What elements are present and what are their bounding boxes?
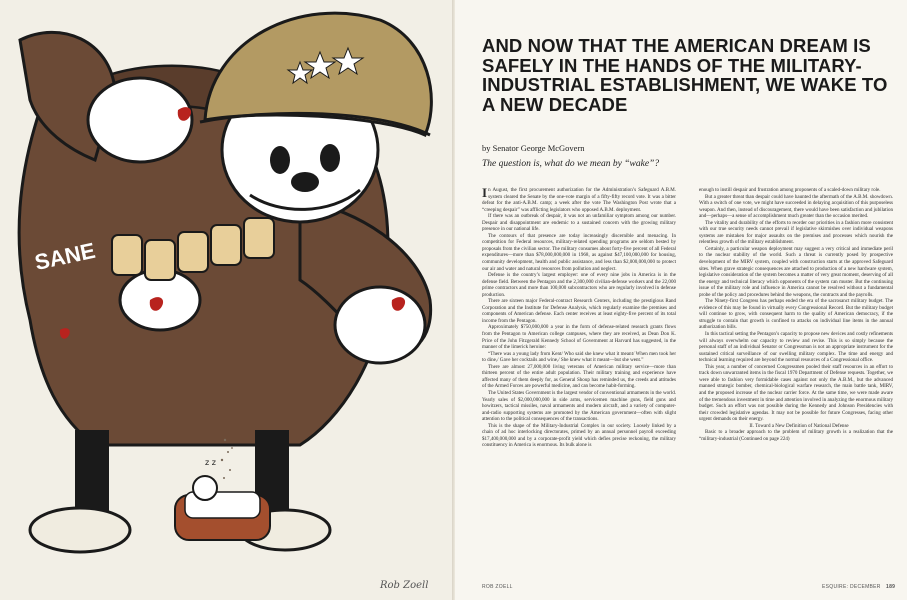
footer-credit: ROB ZOELL bbox=[482, 584, 513, 590]
paragraph: The Ninety-first Congress has perhaps ended the era of the sacrosanct military budget. The evidence of this may be found in virtually every Congressional Record. But the military budget will continue to grow, with consequent harm to the quality of American democracy, if the struggle to contain that growth is confined to attacks on individual line items in the annual authorization bills. bbox=[699, 298, 893, 331]
paragraph: Defense is the country’s largest employer: one of every nine jobs in America is in the defense field. Between the Pentagon and the 2,300,000 civilian-defense workers and the 22,000 prime contractors and more than 100,000 subcontractors who are regularly involved in defense production. bbox=[482, 272, 676, 298]
paragraph: Basic to a broader approach to the problem of military growth is a realization that the “military-industrial (Continued on page 224) bbox=[699, 429, 893, 442]
paragraph: But a greater threat than despair could have haunted the aftermath of the A.B.M. showdown. With a switch of one vote, we might have succeeded in delaying acquisition of this purposeless weapon. And then, instead of discouragement, there would have been satisfaction and jubilation and—perhaps—a sense of accomplishment much greater than the occasion merited. bbox=[699, 193, 893, 220]
paragraph: In August, the first procurement authorization for the Administration’s Safeguard A.B.M. system cleared the Senate by the one-vote margin of a fifty-fifty record vote. It was a bitter defeat for the anti-A.B.M. camp; a week after the vote The Washington Post wrote that a “creeping despair” was afflicting legislators who opposed A.B.M. deployment. bbox=[482, 185, 676, 213]
page-number: 189 bbox=[886, 584, 896, 590]
paragraph: This is the shape of the Military-Industrial Complex in our society. Loosely linked by a chain of ad hoc interlocking directorates, primed by an annual personnel payroll exceeding $17,400,000,000 and by a corporate-profit yield which defies precise reckoning, the military constituency in America is enormous. Its bulk alone is bbox=[482, 422, 676, 449]
paragraph-quote: “There was a young lady from Kent/ Who said she knew what it meant/ When men took her to dine,/ Gave her cocktails and wine,/ She knew what it meant—but she went.” bbox=[482, 350, 676, 364]
illustration-page bbox=[0, 0, 452, 600]
paragraph: There are almost 27,000,000 living veterans of American military service—more than thirteen percent of the entire adult population. Their military training and experience have affected many of them deeply for, as General Shoup has reminded us, the creeds and attitudes of the Armed Forces are powerful medicine, and can become habit-forming. bbox=[482, 363, 676, 390]
paragraph: enough to instill despair and frustration among proponents of a scaled-down military role. bbox=[699, 187, 881, 193]
paragraph: If there was an outbreak of despair, it was not an unfamiliar symptom among our number. Despair and disappointment are endemic to a sustained concern with the growing military presence in our national life. bbox=[482, 213, 676, 233]
article-column-right bbox=[699, 187, 893, 442]
cartoon-general-illustration-icon bbox=[0, 0, 452, 600]
artist-signature: Rob Zoell bbox=[380, 580, 429, 591]
paragraph: Approximately $750,000,000 a year in the form of defense-related research grants flows from the Pentagon to American college campuses, where they are received, as Dean Don K. Price of the John Fitzgerald Kennedy School of Government at Harvard has suggested, in the manner of the limerick heroine: bbox=[482, 324, 676, 351]
paragraph: In this tactical setting the Pentagon’s capacity to propose new devices and costly refinements will always overwhelm our capacity to review and revise. This is so simply because the personal staff of an individual Senator or Congressman is not an appropriate instrument for the sustained critical surveillance of our swelling military complex. The time and energy and technical learning required are beyond the normal resources of a Congressional office. bbox=[699, 331, 893, 364]
paragraph: The United States Government is the largest vendor of conventional armaments in the world. Yearly sales of $2,000,000,000 in side arms, servicemen machine guns, field guns and howitzers, tactical missiles, naval armaments and modern aircraft, and a variety of computer-and-radio supporting systems are promoted by the American government—often with slight attention to the political consequences of the transactions. bbox=[482, 389, 676, 423]
section-heading: II. Toward a New Definition of National Defense bbox=[749, 422, 849, 429]
svg-text:z z: z z bbox=[205, 458, 216, 467]
article-column-left bbox=[482, 187, 676, 449]
paragraph: This year, a number of concerned Congressmen pooled their staff resources in an effort to track down unwarranted items in the fiscal 1970 Department of Defense requests. Together, we were able to fashion very formidable cases against not only the A.B.M., but the advanced manned strategic bomber, chemical-biological warfare research, the main battle tank, MIRV, and the proposed increase of the nuclear carrier force. At the same time, we were made aware of the tremendous investment in time and attention involved in analyzing the enormous military budget. Such an effort was not possible during the Kennedy and Johnson Presidencies with their crowded legislative agendas. It may not be possible for future Congresses, facing other urgent demands on their energy. bbox=[699, 363, 893, 423]
article-dek: The question is, what do we mean by “wake”? bbox=[482, 159, 660, 169]
paragraph: Certainly, a particular weapon deployment may suggest a very critical and immediate peril to the nuclear stability of the world. Such a threat is currently posed by prospective development of the MIRV system, coupled with construction starts at the approved Safeguard sites. When grave strategic consequences are attached to production of a new hardware system, legislative consideration of the system becomes a matter of very great moment, deserving of all the energy and technical literacy which opponents of the system can muster. But the continuing issue of the military role and influence in America cannot be resolved without a fundamental probe of the policy and procedures behind the weapons, the contracts and the payrolls. bbox=[699, 245, 893, 298]
footer-magazine: ESQUIRE: DECEMBER bbox=[822, 584, 881, 590]
paragraph: The vitality and durability of the efforts to reorder our priorities in a fashion more consistent with our true security needs cannot prevail if legislative skirmishes over individual weapons systems are mistaken for major assaults on the premises and processes which nourish the relentless growth of the military establishment. bbox=[699, 219, 893, 246]
svg-text:SANE: SANE bbox=[32, 237, 98, 275]
article-headline: AND NOW THAT THE AMERICAN DREAM IS SAFELY IN THE HANDS OF THE MILITARY-INDUSTRIAL ESTABLISHMENT, WE WAKE TO A NEW DECADE bbox=[482, 35, 888, 115]
paragraph: The contours of that presence are today increasingly discernible and menacing. In competition for Federal resources, military-related spending programs are seldom bested by proposals from the civilian sector. The military consumes about forty-five percent of all Federal expenditures—more than $78,000,000,000 in 1968, as against $47,100,000,000 for housing, community development, health and public assistance, and less than $2,000,000,000 to protect our air and water and natural resources from pollution and neglect. bbox=[482, 232, 676, 272]
article-byline: by Senator George McGovern bbox=[482, 143, 585, 153]
paragraph: There are sixteen major Federal-contract Research Centers, including the prestigious Rand Corporation and the Institute for Defense Analysis, which regularly examine the premises and components of American defense. Each center receives at least eighty-five percent of its total income from the Pentagon. bbox=[482, 298, 676, 324]
